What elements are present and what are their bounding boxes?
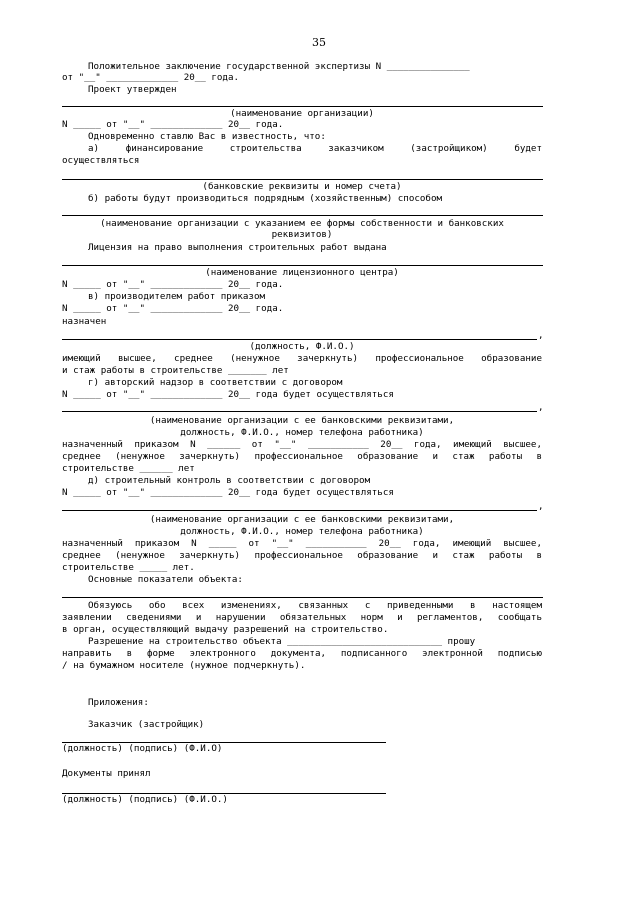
- contractor-rule: [62, 215, 543, 216]
- expertise-date-line: от "__" _____________ 20__ года.: [62, 72, 240, 83]
- control-education-line: среднее (ненужное зачеркнуть) профессиональное образование и стаж работы в: [62, 550, 542, 561]
- producer-order-line: N _____ от "__" _____________ 20__ года.: [62, 303, 284, 314]
- approval-number-line: N _____ от "__" _____________ 20__ года.: [62, 119, 284, 130]
- control-experience-line: строительстве _____ лет.: [62, 562, 195, 573]
- control-org-rule: [62, 510, 537, 511]
- supervision-education-line: среднее (ненужное зачеркнуть) профессиональное образование и стаж работы в: [62, 451, 542, 462]
- control-order-line: назначенный приказом N _____ от "__" ___________ 20__ года, имеющий высшее,: [62, 538, 542, 549]
- indicators-rule: [62, 597, 543, 598]
- item-b-works: б) работы будут производиться подрядным (хозяйственным) способом: [88, 193, 443, 204]
- expertise-line: Положительное заключение государственной экспертизы N _______________: [88, 61, 470, 72]
- supervision-order-line: назначенный приказом N ______ от "__" ___________ 20__ года, имеющий высшее,: [62, 439, 542, 450]
- experience-line: и стаж работы в строительстве _______ лет: [62, 365, 289, 376]
- bank-details-caption: (банковские реквизиты и номер счета): [202, 181, 402, 192]
- notification-intro: Одновременно ставлю Вас в известность, что:: [88, 131, 326, 142]
- license-center-caption: (наименование лицензионного центра): [205, 267, 399, 278]
- license-center-rule: [62, 265, 543, 266]
- supervision-org-rule: [62, 411, 537, 412]
- supervision-rule-comma: ,: [538, 402, 544, 413]
- obligation-line-1: Обязуюсь обо всех изменениях, связанных с приведенными в настоящем: [88, 600, 542, 611]
- permit-delivery-line-cont: / на бумажном носителе (нужное подчеркнуть).: [62, 660, 306, 671]
- permit-delivery-line: направить в форме электронного документа, подписанного электронной подписью: [62, 648, 542, 659]
- item-d-construction-control: д) строительный контроль в соответствии с договором: [88, 475, 371, 486]
- control-org-caption-cont: должность, Ф.И.О., номер телефона работника): [180, 526, 424, 537]
- control-rule-comma: ,: [538, 501, 544, 512]
- obligation-line-2: заявлении сведениями и нарушении обязательных норм и регламентов, сообщать: [62, 612, 542, 623]
- supervision-contract-line: N _____ от "__" _____________ 20__ года будет осуществляться: [62, 389, 394, 400]
- project-approved-label: Проект утвержден: [88, 84, 177, 95]
- main-indicators-label: Основные показатели объекта:: [88, 574, 243, 585]
- position-caption: (должность, Ф.И.О.): [249, 341, 355, 352]
- item-a-continued: осуществляться: [62, 155, 140, 166]
- control-org-caption: (наименование организации с ее банковскими реквизитами,: [149, 514, 455, 525]
- item-g-supervision: г) авторский надзор в соответствии с договором: [88, 377, 343, 388]
- attachments-label: Приложения:: [88, 697, 149, 708]
- permit-request-line: Разрешение на строительство объекта ____________________________ прошу: [88, 636, 476, 647]
- receiver-signature-caption: (должность) (подпись) (Ф.И.О.): [62, 794, 228, 805]
- page-number: 35: [312, 36, 326, 49]
- position-rule: [62, 339, 537, 340]
- license-line: Лицензия на право выполнения строительных работ выдана: [88, 242, 387, 253]
- license-number-line: N _____ от "__" _____________ 20__ года.: [62, 279, 284, 290]
- appointed-label: назначен: [62, 316, 107, 327]
- item-v-producer: в) производителем работ приказом: [88, 291, 266, 302]
- supervision-org-caption-cont: должность, Ф.И.О., номер телефона работника): [180, 427, 424, 438]
- control-contract-line: N _____ от "__" _____________ 20__ года будет осуществляться: [62, 487, 394, 498]
- contractor-caption-cont: реквизитов): [271, 229, 333, 240]
- received-label: Документы принял: [62, 768, 151, 779]
- education-line: имеющий высшее, среднее (ненужное зачеркнуть) профессиональное образование: [62, 353, 542, 364]
- customer-label: Заказчик (застройщик): [88, 719, 205, 730]
- bank-details-rule: [62, 179, 543, 180]
- supervision-experience-line: строительстве ______ лет: [62, 463, 195, 474]
- org-name-rule: [62, 106, 543, 107]
- item-a-financing: а) финансирование строительства заказчиком (застройщиком) будет: [88, 143, 542, 154]
- contractor-caption: (наименование организации с указанием ее формы собственности и банковских: [100, 218, 504, 229]
- supervision-org-caption: (наименование организации с ее банковскими реквизитами,: [149, 415, 455, 426]
- position-rule-comma: ,: [538, 330, 544, 341]
- obligation-line-3: в орган, осуществляющий выдачу разрешений на строительство.: [62, 624, 389, 635]
- org-name-caption: (наименование организации): [230, 108, 374, 119]
- customer-signature-caption: (должность) (подпись) (Ф.И.О): [62, 743, 223, 754]
